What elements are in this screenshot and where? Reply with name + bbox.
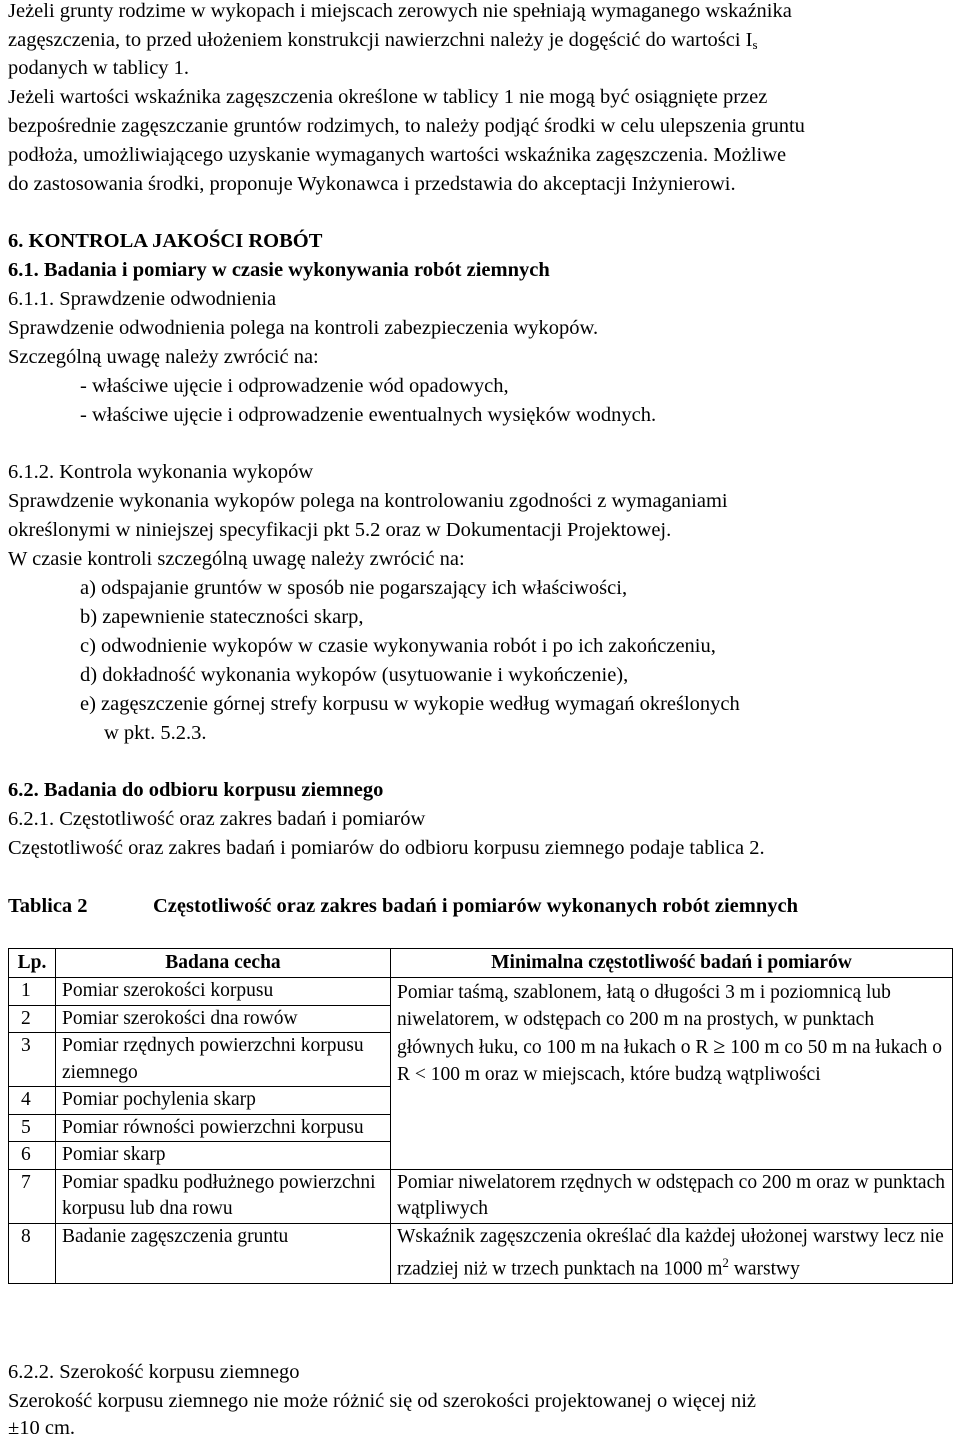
row-number: 6 [9,1142,56,1170]
paragraph-line: podłoża, umożliwiającego uzyskanie wymaganych wartości wskaźnika zagęszczenia. Możliwe [8,144,787,166]
paragraph-line: Szczególną uwagę należy zwrócić na: [8,346,319,368]
list-item: c) odwodnienie wykopów w czasie wykonywania robót i po ich zakończeniu, [80,635,716,657]
column-header: Badana cecha [56,949,391,978]
row-feature: Pomiar rzędnych powierzchni korpusu ziemnego [56,1033,391,1087]
paragraph-line: Jeżeli grunty rodzime w wykopach i miejscach zerowych nie spełniają wymaganego wskaźnika [8,0,792,22]
paragraph-line: Sprawdzenie odwodnienia polega na kontroli zabezpieczenia wykopów. [8,317,599,339]
column-header: Lp. [9,949,56,978]
subsection-heading: 6.2. Badania do odbioru korpusu ziemnego [8,779,384,801]
row-number: 3 [9,1033,56,1087]
paragraph-line: określonymi w niniejszej specyfikacji pkt 5.2 oraz w Dokumentacji Projektowej. [8,519,672,541]
paragraph-line: ±10 cm. [8,1417,76,1439]
frequency-cell: Pomiar niwelatorem rzędnych w odstępach co 200 m oraz w punktach wątpliwych [391,1169,953,1223]
superscript: 2 [722,1255,729,1270]
row-number: 2 [9,1005,56,1033]
row-feature: Pomiar szerokości korpusu [56,978,391,1006]
paragraph-line: Jeżeli wartości wskaźnika zagęszczenia określone w tablicy 1 nie mogą być osiągnięte przez [8,86,768,108]
paragraph-line: Szerokość korpusu ziemnego nie może różnić się od szerokości projektowanej o więcej niż [8,1390,756,1412]
row-feature: Pomiar równości powierzchni korpusu [56,1114,391,1142]
row-feature: Pomiar szerokości dna rowów [56,1005,391,1033]
table-row [9,978,953,1006]
table-header-row [9,949,953,978]
section-heading: 6. KONTROLA JAKOŚCI ROBÓT [8,230,323,252]
paragraph-line: podanych w tablicy 1. [8,57,190,79]
list-item-continuation: w pkt. 5.2.3. [104,722,207,744]
row-number: 1 [9,978,56,1006]
paragraph-line: bezpośrednie zagęszczanie gruntów rodzimych, to należy podjąć środki w celu ulepszenia gruntu [8,115,805,137]
list-item: b) zapewnienie stateczności skarp, [80,606,364,628]
row-feature: Pomiar pochylenia skarp [56,1087,391,1115]
row-number: 7 [9,1169,56,1223]
list-item: d) dokładność wykonania wykopów (usytuowanie i wykończenie), [80,664,629,686]
table-label: Tablica 2 [8,895,88,917]
column-header: Minimalna częstotliwość badań i pomiarów [391,949,953,978]
row-feature: Pomiar spadku podłużnego powierzchni korpusu lub dna rowu [56,1169,391,1223]
subsubsection-heading: 6.2.2. Szerokość korpusu ziemnego [8,1361,300,1383]
list-item: e) zagęszczenie górnej strefy korpusu w wykopie według wymagań określonych [80,693,740,715]
table-row [9,1223,953,1284]
row-number: 5 [9,1114,56,1142]
row-feature: Badanie zagęszczenia gruntu [56,1223,391,1284]
frequency-text: 100 m co 50 m na łukach o R < 100 m oraz w miejscach, które budzą wątpliwości [397,1037,942,1085]
subsubsection-heading: 6.1.1. Sprawdzenie odwodnienia [8,288,277,310]
paragraph-line: do zastosowania środki, proponuje Wykonawca i przedstawia do akceptacji Inżynierowi. [8,173,736,195]
row-number: 4 [9,1087,56,1115]
bullet-item: - właściwe ujęcie i odprowadzenie wód opadowych, [80,375,509,397]
frequency-text: Wskaźnik zagęszczenia określać dla każdej ułożonej warstwy lecz nie rzadziej niż w trzech punktach na 1000 m [397,1225,944,1280]
table-row [9,1169,953,1223]
list-item: a) odspajanie gruntów w sposób nie pogarszający ich właściwości, [80,577,628,599]
row-feature: Pomiar skarp [56,1142,391,1170]
frequency-text: warstwy [728,1258,800,1280]
row-number: 8 [9,1223,56,1284]
paragraph-line: Sprawdzenie wykonania wykopów polega na kontrolowaniu zgodności z wymaganiami [8,490,728,512]
paragraph-line: W czasie kontroli szczególną uwagę należy zwrócić na: [8,548,465,570]
frequency-cell [391,1223,953,1284]
paragraph-text: zagęszczenia, to przed ułożeniem konstrukcji nawierzchni należy je dogęścić do wartości I [8,29,753,51]
frequency-text: Pomiar taśmą, szablonem, łatą o długości 3 m i poziomnicą lub niwelatorem, w odstępach co 200 m na prostych, w punktach głównych łuku, co 100 m na łukach o R [397,982,891,1058]
frequency-table [8,948,953,1284]
table-title: Częstotliwość oraz zakres badań i pomiarów wykonanych robót ziemnych [153,895,798,917]
subsection-heading: 6.1. Badania i pomiary w czasie wykonywania robót ziemnych [8,259,550,281]
frequency-cell [391,978,953,1170]
subsubsection-heading: 6.1.2. Kontrola wykonania wykopów [8,461,314,483]
bullet-item: - właściwe ujęcie i odprowadzenie ewentualnych wysięków wodnych. [80,404,657,426]
paragraph-line: Częstotliwość oraz zakres badań i pomiarów do odbioru korpusu ziemnego podaje tablica 2. [8,837,765,859]
greater-equal-symbol: ≥ [713,1033,726,1058]
subsubsection-heading: 6.2.1. Częstotliwość oraz zakres badań i pomiarów [8,808,426,830]
subscript: s [752,37,758,52]
